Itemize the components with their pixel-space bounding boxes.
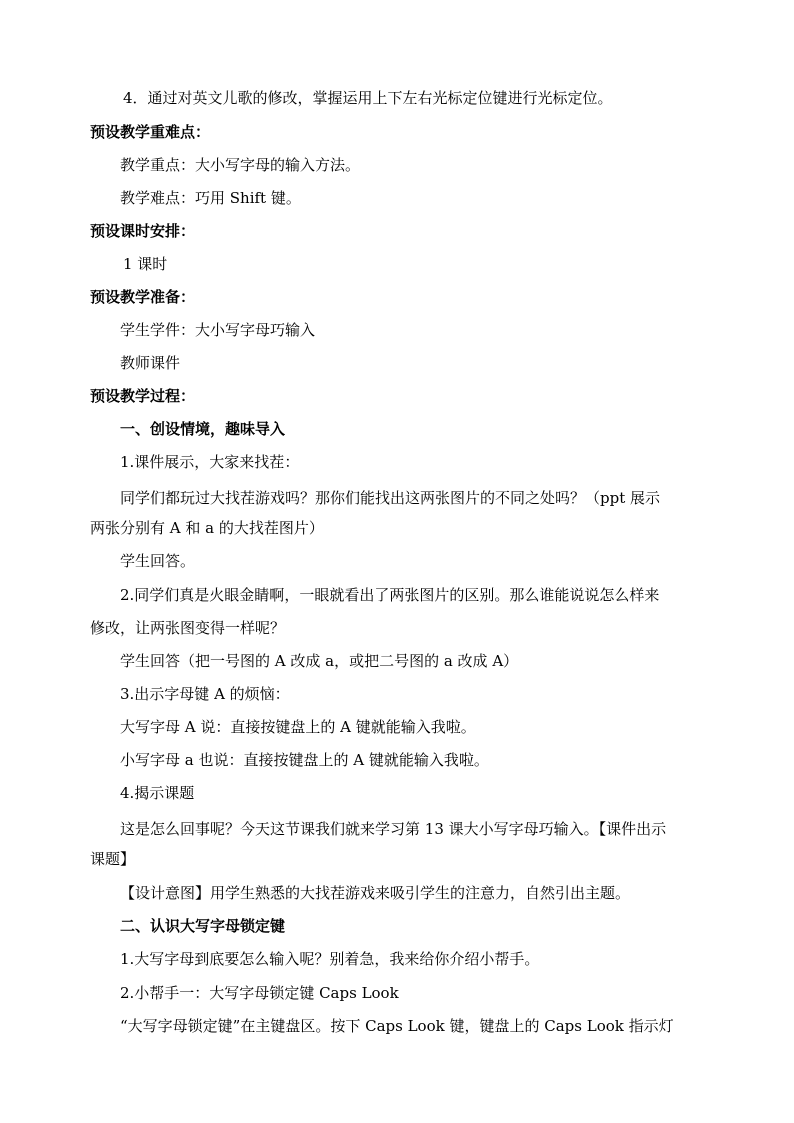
step-2-1: 1.大写字母到底要怎么输入呢？别着急，我来给你介绍小帮手。 [120, 950, 540, 968]
step-1-2-line-1: 2.同学们真是火眼金睛啊，一眼就看出了两张图片的区别。那么谁能说说怎么样来 [120, 586, 660, 604]
key-point-text: 教学重点：大小写字母的输入方法。 [120, 156, 361, 174]
step-1-1: 1.课件展示，大家来找茬： [120, 453, 300, 471]
paragraph-game-line-1: 同学们都玩过大找茬游戏吗？那你们能找出这两张图片的不同之处吗？（ppt 展示 [120, 489, 661, 507]
heading-preparation: 预设教学准备： [90, 288, 196, 306]
design-intent: 【设计意图】用学生熟悉的大找茬游戏来吸引学生的注意力，自然引出主题。 [120, 884, 631, 902]
lowercase-a-says: 小写字母 a 也说：直接按键盘上的 A 键就能输入我啦。 [120, 751, 489, 769]
topic-line-2: 课题】 [90, 850, 136, 868]
objective-4: 4．通过对英文儿歌的修改，掌握运用上下左右光标定位键进行光标定位。 [123, 89, 613, 107]
student-answer-1: 学生回答。 [120, 552, 196, 570]
student-answer-2: 学生回答（把一号图的 A 改成 a，或把二号图的 a 改成 A） [120, 652, 519, 670]
section-2-title: 二、认识大写字母锁定键 [120, 917, 286, 935]
step-1-4: 4.揭示课题 [120, 784, 195, 802]
heading-class-hours: 预设课时安排： [90, 222, 196, 240]
step-2-2: 2.小帮手一：大写字母锁定键 Caps Look [120, 984, 399, 1002]
student-material-text: 学生学件：大小写字母巧输入 [120, 321, 316, 339]
section-1-title: 一、创设情境，趣味导入 [120, 420, 286, 438]
uppercase-a-says: 大写字母 A 说：直接按键盘上的 A 键就能输入我啦。 [120, 718, 476, 736]
difficult-point-text: 教学难点：巧用 Shift 键。 [120, 189, 301, 207]
heading-key-difficult-points: 预设教学重难点： [90, 123, 211, 141]
caps-lock-description: “大写字母锁定键”在主键盘区。按下 Caps Look 键，键盘上的 Caps Look 指示灯 [120, 1017, 674, 1035]
step-1-3: 3.出示字母键 A 的烦恼： [120, 685, 290, 703]
class-hours-text: 1 课时 [123, 255, 168, 273]
heading-process: 预设教学过程： [90, 387, 196, 405]
topic-line-1: 这是怎么回事呢？今天这节课我们就来学习第 13 课大小写字母巧输入。【课件出示 [120, 820, 667, 838]
teacher-material-text: 教师课件 [120, 354, 181, 372]
paragraph-game-line-2: 两张分别有 A 和 a 的大找茬图片） [90, 519, 324, 537]
step-1-2-line-2: 修改，让两张图变得一样呢？ [90, 619, 286, 637]
